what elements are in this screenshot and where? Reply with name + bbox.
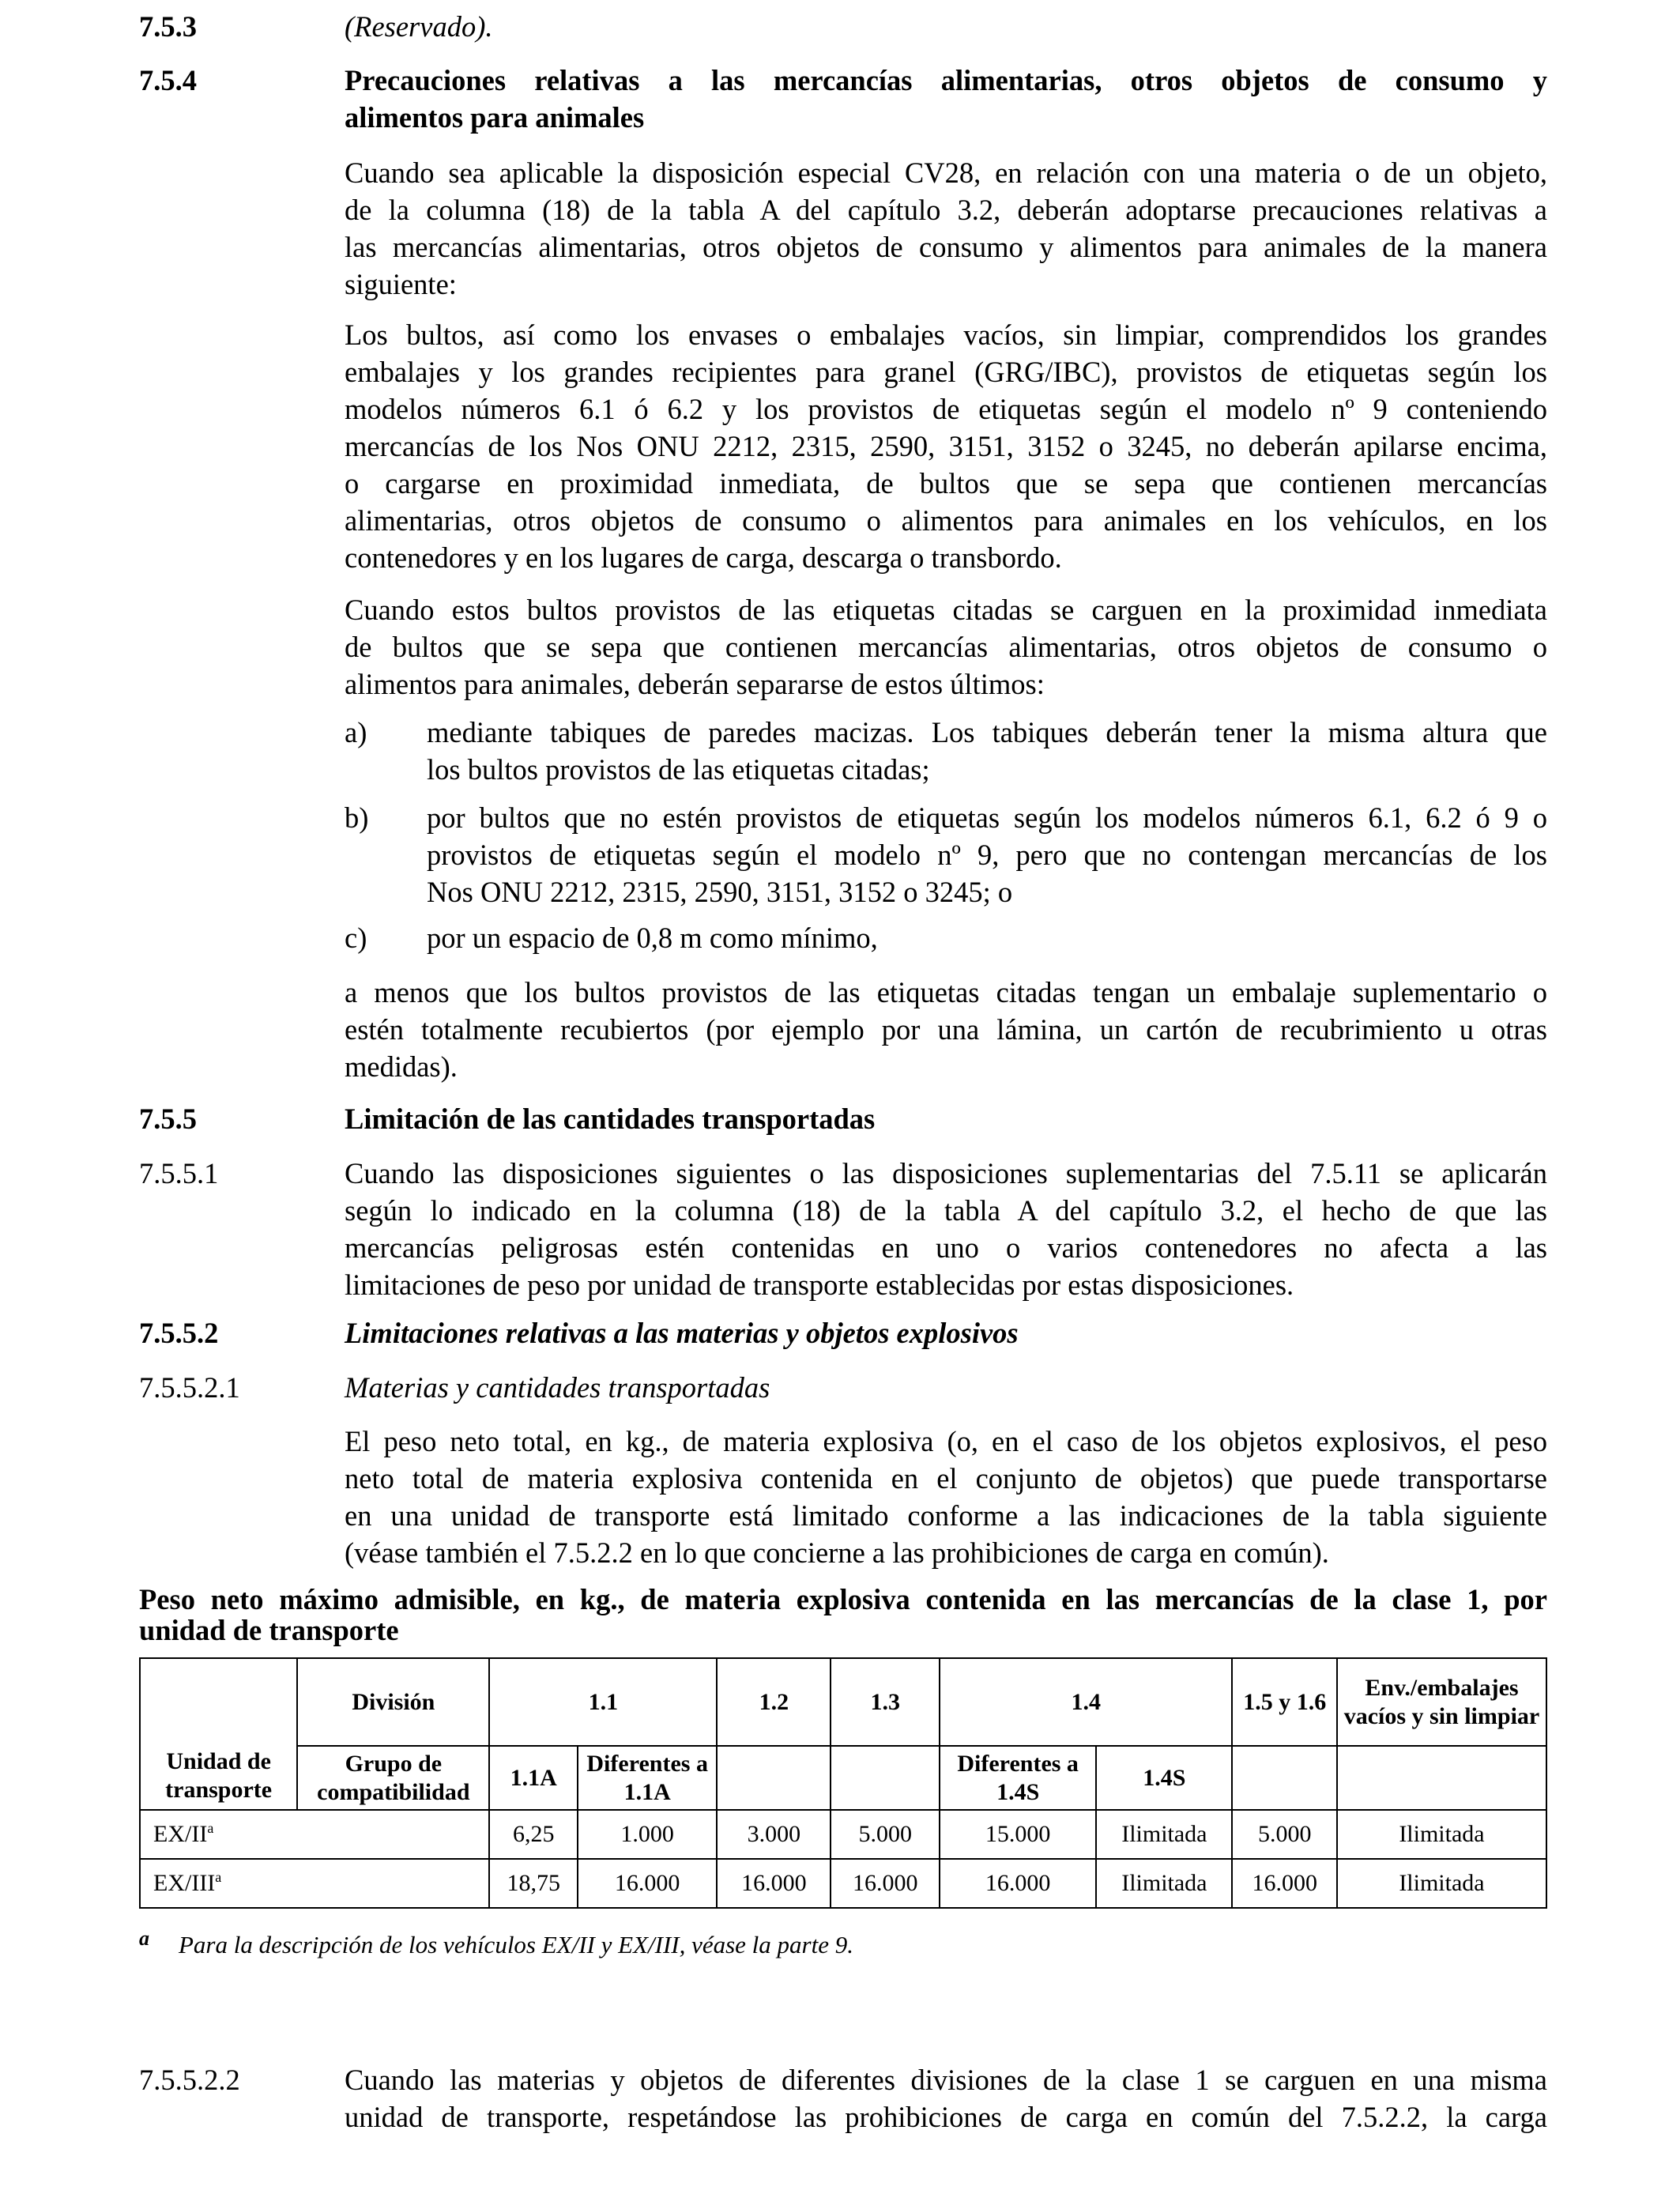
footnote-mark: a xyxy=(139,1927,149,1950)
value-cell: 6,25 xyxy=(489,1810,578,1859)
header-empty-cell xyxy=(717,1746,831,1810)
title-line: Precauciones relativas a las mercancías alimentarias, otros objetos de consumo y xyxy=(345,64,1547,96)
value-cell: 5.000 xyxy=(1232,1810,1337,1859)
value-cell: 16.000 xyxy=(578,1859,717,1908)
value-cell: 3.000 xyxy=(717,1810,831,1859)
section-title: Limitación de las cantidades transportadas xyxy=(345,1103,876,1135)
section-body xyxy=(345,2061,1547,2136)
header-1-3: 1.3 xyxy=(831,1658,940,1746)
footnote-ref: a xyxy=(207,1820,214,1836)
text-line: neto total de materia explosiva contenida en el conjunto de objetos) que puede transportarse xyxy=(345,1462,1547,1495)
section-number: 7.5.3 xyxy=(139,10,197,43)
value-cell: 16.000 xyxy=(940,1859,1096,1908)
list-label: a) xyxy=(345,716,367,748)
header-1-2: 1.2 xyxy=(717,1658,831,1746)
list-body xyxy=(427,919,1547,956)
text-line: Nos ONU 2212, 2315, 2590, 3151, 3152 o 3245; o xyxy=(427,876,1013,908)
text-line: alimentarias, otros objetos de consumo o alimentos para animales en los vehículos, en los xyxy=(345,504,1547,537)
table-row xyxy=(140,1810,1546,1859)
header-1-4s: 1.4S xyxy=(1096,1746,1232,1810)
header-empty-cell xyxy=(1232,1746,1337,1810)
value-cell: 16.000 xyxy=(1232,1859,1337,1908)
list-body xyxy=(427,714,1547,788)
text-line: siguiente: xyxy=(345,268,457,300)
unit-label: EX/II xyxy=(153,1821,208,1847)
text-line: contenedores y en los lugares de carga, descarga o transbordo. xyxy=(345,541,1062,574)
text-line: estén totalmente recubiertos (por ejemplo por una lámina, un cartón de recubrimiento u otras xyxy=(345,1013,1547,1046)
header-row-division xyxy=(140,1658,1546,1746)
caption-line: Peso neto máximo admisible, en kg., de materia explosiva contenida en las mercancías de la clase 1, por xyxy=(139,1583,1547,1615)
text-line: medidas). xyxy=(345,1050,458,1083)
text-line: limitaciones de peso por unidad de transporte establecidas por estas disposiciones. xyxy=(345,1269,1294,1301)
text-line: en una unidad de transporte está limitado conforme a las indicaciones de la tabla siguiente xyxy=(345,1499,1547,1532)
value-cell: 5.000 xyxy=(831,1810,940,1859)
table-row xyxy=(140,1859,1546,1908)
text-line: provistos de etiquetas según el modelo nº 9, pero que no contengan mercancías de los xyxy=(427,839,1547,871)
header-diferentes-1-1a: Diferentes a 1.1A xyxy=(578,1746,717,1810)
section-number: 7.5.4 xyxy=(139,64,197,96)
value-cell: 18,75 xyxy=(489,1859,578,1908)
text-line: a menos que los bultos provistos de las etiquetas citadas tengan un embalaje suplementario o xyxy=(345,976,1547,1008)
section-number: 7.5.5.2.1 xyxy=(139,1371,240,1404)
value-cell: Ilimitada xyxy=(1096,1810,1232,1859)
list-body xyxy=(427,799,1547,910)
header-division: División xyxy=(297,1658,489,1746)
value-cell: 16.000 xyxy=(831,1859,940,1908)
header-grupo: Grupo de compatibilidad xyxy=(297,1746,489,1810)
header-row-compat xyxy=(140,1746,1546,1810)
section-title xyxy=(345,62,1547,136)
text-line: alimentos para animales, deberán separarse de estos últimos: xyxy=(345,668,1045,700)
unit-label: EX/III xyxy=(153,1870,216,1896)
header-env-embalajes: Env./embalajes vacíos y sin limpiar xyxy=(1337,1658,1546,1746)
footnote-text: Para la descripción de los vehículos EX/II y EX/III, véase la parte 9. xyxy=(179,1931,853,1958)
header-1-1a: 1.1A xyxy=(489,1746,578,1810)
text-line: El peso neto total, en kg., de materia explosiva (o, en el caso de los objetos explosivos, el peso xyxy=(345,1425,1547,1457)
unit-cell xyxy=(140,1810,489,1859)
value-cell: 16.000 xyxy=(717,1859,831,1908)
value-cell: Ilimitada xyxy=(1337,1810,1546,1859)
text-line: por bultos que no estén provistos de etiquetas según los modelos números 6.1, 6.2 ó 9 o xyxy=(427,801,1547,834)
header-empty-cell xyxy=(831,1746,940,1810)
text-line: las mercancías alimentarias, otros objetos de consumo y alimentos para animales de la manera xyxy=(345,231,1547,263)
text-line: por un espacio de 0,8 m como mínimo, xyxy=(427,922,878,954)
text-line: Cuando las materias y objetos de diferentes divisiones de la clase 1 se carguen en una misma xyxy=(345,2064,1547,2096)
section-title: Limitaciones relativas a las materias y objetos explosivos xyxy=(345,1317,1019,1349)
text-line: Cuando estos bultos provistos de las etiquetas citadas se carguen en la proximidad inmediata xyxy=(345,594,1547,626)
header-1-1: 1.1 xyxy=(489,1658,717,1746)
text-line: modelos números 6.1 ó 6.2 y los provistos de etiquetas según el modelo nº 9 conteniendo xyxy=(345,393,1547,425)
header-empty-cell xyxy=(1337,1746,1546,1810)
text-line: Cuando sea aplicable la disposición especial CV28, en relación con una materia o de un objeto, xyxy=(345,156,1547,189)
list-label: c) xyxy=(345,922,367,954)
paragraph-peso-neto xyxy=(345,1423,1547,1571)
section-title: Materias y cantidades transportadas xyxy=(345,1371,770,1404)
header-diferentes-1-4s: Diferentes a 1.4S xyxy=(940,1746,1096,1810)
header-1-5-1-6: 1.5 y 1.6 xyxy=(1232,1658,1337,1746)
value-cell: Ilimitada xyxy=(1337,1859,1546,1908)
section-body xyxy=(345,1155,1547,1303)
text-line: según lo indicado en la columna (18) de la tabla A del capítulo 3.2, el hecho de que las xyxy=(345,1194,1547,1227)
paragraph-a-menos xyxy=(345,974,1547,1085)
value-cell: 15.000 xyxy=(940,1810,1096,1859)
title-line: alimentos para animales xyxy=(345,101,645,134)
paragraph-cv28 xyxy=(345,154,1547,303)
explosives-weight-table xyxy=(139,1657,1547,1909)
section-title: (Reservado). xyxy=(345,10,493,43)
text-line: (véase también el 7.5.2.2 en lo que concierne a las prohibiciones de carga en común). xyxy=(345,1536,1329,1569)
text-line: mercancías peligrosas estén contenidas en uno o varios contenedores no afecta a las xyxy=(345,1231,1547,1264)
text-line: mediante tabiques de paredes macizas. Los tabiques deberán tener la misma altura que xyxy=(427,716,1547,748)
text-line: embalajes y los grandes recipientes para granel (GRG/IBC), provistos de etiquetas según los xyxy=(345,356,1547,388)
text-line: de la columna (18) de la tabla A del capítulo 3.2, deberán adoptarse precauciones relativas a xyxy=(345,194,1547,226)
section-number: 7.5.5.2 xyxy=(139,1317,219,1349)
value-cell: 1.000 xyxy=(578,1810,717,1859)
header-1-4: 1.4 xyxy=(940,1658,1232,1746)
list-label: b) xyxy=(345,801,369,834)
value-cell: Ilimitada xyxy=(1096,1859,1232,1908)
paragraph-bultos xyxy=(345,316,1547,576)
text-line: mercancías de los Nos ONU 2212, 2315, 2590, 3151, 3152 o 3245, no deberán apilarse encima, xyxy=(345,430,1547,462)
unit-cell xyxy=(140,1859,489,1908)
caption-line: unidad de transporte xyxy=(139,1614,399,1646)
section-number: 7.5.5.2.2 xyxy=(139,2064,240,2096)
section-number: 7.5.5.1 xyxy=(139,1157,219,1189)
text-line: Cuando las disposiciones siguientes o las disposiciones suplementarias del 7.5.11 se aplicarán xyxy=(345,1157,1547,1189)
table-caption xyxy=(139,1584,1547,1646)
footnote-ref: a xyxy=(215,1869,222,1885)
header-unidad: Unidad de transporte xyxy=(140,1658,297,1810)
text-line: unidad de transporte, respetándose las prohibiciones de carga en común del 7.5.2.2, la carga xyxy=(345,2101,1547,2133)
section-number: 7.5.5 xyxy=(139,1103,197,1135)
text-line: Los bultos, así como los envases o embalajes vacíos, sin limpiar, comprendidos los grandes xyxy=(345,319,1547,351)
paragraph-separacion xyxy=(345,591,1547,703)
text-line: de bultos que se sepa que contienen mercancías alimentarias, otros objetos de consumo o xyxy=(345,631,1547,663)
text-line: los bultos provistos de las etiquetas citadas; xyxy=(427,753,930,786)
text-line: o cargarse en proximidad inmediata, de bultos que se sepa que contienen mercancías xyxy=(345,467,1547,499)
